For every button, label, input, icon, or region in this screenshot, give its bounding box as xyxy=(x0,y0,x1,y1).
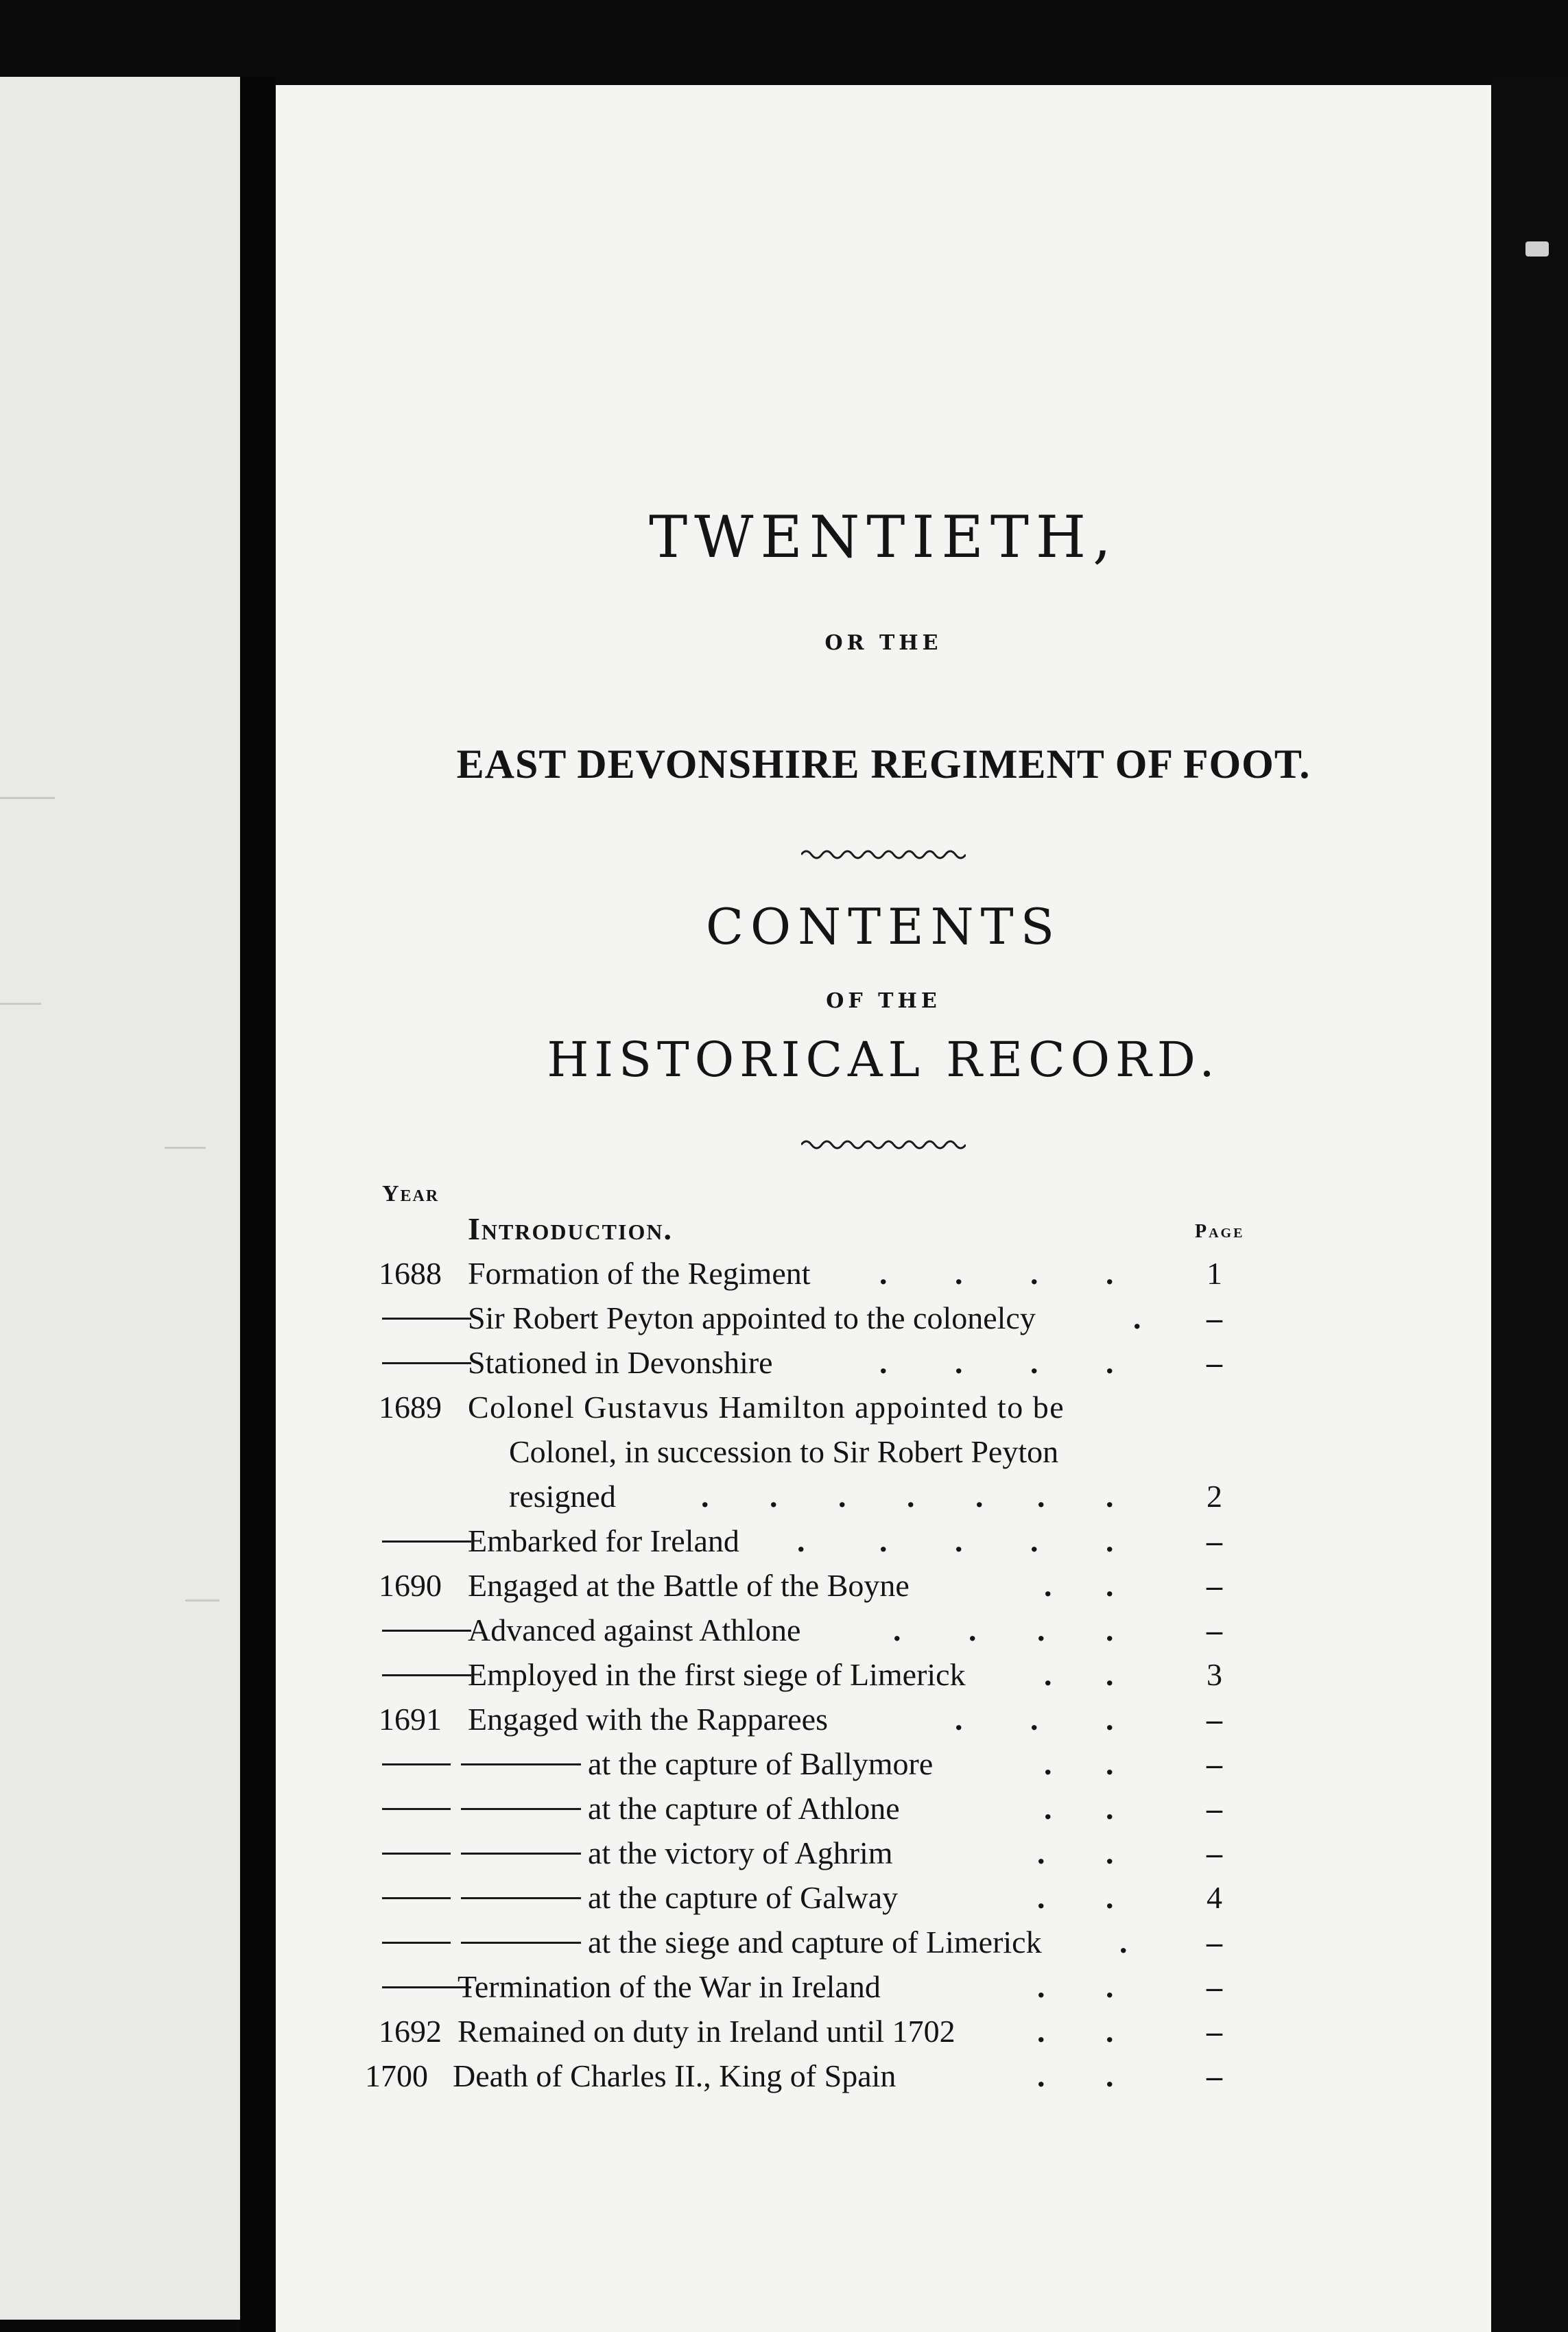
toc-page: – xyxy=(1207,1568,1222,1603)
toc-title: Stationed in Devonshire xyxy=(468,1345,773,1380)
toc-title: Sir Robert Peyton appointed to the colonelcy xyxy=(468,1300,1036,1335)
bleed-through-mark xyxy=(0,1003,41,1005)
toc-title: at the capture of Ballymore xyxy=(588,1746,934,1781)
toc-page: 2 xyxy=(1207,1479,1222,1514)
toc-title: resigned xyxy=(509,1479,616,1514)
toc-row xyxy=(276,2009,1491,2054)
toc-title: Employed in the first siege of Limerick xyxy=(468,1657,966,1692)
connector-text: OF THE xyxy=(826,989,941,1013)
leader-dots: . . xyxy=(1037,2058,1114,2093)
toc-page: – xyxy=(1207,1925,1222,1960)
toc-page: – xyxy=(1207,1969,1222,2004)
toc-year: 1692 xyxy=(379,2014,442,2049)
toc-year: 1688 xyxy=(379,1256,442,1291)
toc-title: Death of Charles II., King of Spain xyxy=(453,2058,896,2093)
toc-page: – xyxy=(1207,1791,1222,1826)
page-title: TWENTIETH, xyxy=(649,503,1118,571)
scan-top-border xyxy=(0,0,1568,82)
ornamental-rule xyxy=(276,1137,1491,1156)
page-column-header: Page xyxy=(1195,1221,1245,1242)
scanner-mark xyxy=(1525,241,1549,257)
toc-row xyxy=(276,1875,1491,1920)
toc-page: – xyxy=(1207,1702,1222,1737)
toc-page: – xyxy=(1207,1345,1222,1380)
toc-row xyxy=(276,1519,1491,1564)
toc-row xyxy=(276,1652,1491,1698)
leader-dots: . xyxy=(1133,1300,1141,1335)
leader-dots: . . xyxy=(1037,1880,1114,1915)
introduction-entry: Introduction. xyxy=(468,1211,673,1246)
toc-title: at the capture of Athlone xyxy=(588,1791,900,1826)
leader-dots: . . xyxy=(1037,2014,1114,2049)
toc-title: at the capture of Galway xyxy=(588,1880,899,1915)
toc-row xyxy=(276,1964,1491,2010)
toc-row xyxy=(276,1741,1491,1787)
toc-page: – xyxy=(1207,1523,1222,1558)
leader-dots: . . . . xyxy=(879,1345,1114,1380)
bleed-through-mark xyxy=(0,797,55,799)
toc-row xyxy=(276,1563,1491,1608)
toc-row xyxy=(276,1697,1491,1742)
toc-row xyxy=(276,1786,1491,1831)
leader-dots: . . xyxy=(1037,1969,1114,2004)
toc-row xyxy=(276,1608,1491,1653)
leader-dots: . xyxy=(1119,1925,1128,1960)
leader-dots: . . . xyxy=(955,1702,1114,1737)
toc-page: – xyxy=(1207,2014,1222,2049)
record-heading: HISTORICAL RECORD. xyxy=(547,1032,1220,1088)
contents-heading: CONTENTS xyxy=(705,898,1062,955)
year-column-header: Year xyxy=(382,1181,440,1206)
toc-title: Formation of the Regiment xyxy=(468,1256,811,1291)
toc-year: 1700 xyxy=(365,2058,428,2093)
regiment-name: EAST DEVONSHIRE REGIMENT OF FOOT. xyxy=(456,741,1311,787)
toc-title: Colonel, in succession to Sir Robert Peyton xyxy=(509,1434,1059,1469)
toc-row xyxy=(276,1296,1491,1341)
toc-title: Colonel Gustavus Hamilton appointed to be xyxy=(468,1390,1065,1425)
toc-page: – xyxy=(1207,2058,1222,2093)
toc-year: 1690 xyxy=(379,1568,442,1603)
toc-row xyxy=(276,1474,1491,1519)
book-gutter xyxy=(240,77,276,2332)
leader-dots: . . . . . . . xyxy=(701,1479,1114,1514)
bleed-through-mark xyxy=(165,1147,206,1149)
scan-right-border xyxy=(1491,77,1568,2332)
toc-page: – xyxy=(1207,1835,1222,1870)
toc-page: – xyxy=(1207,1613,1222,1647)
toc-row xyxy=(276,1429,1491,1475)
connector-text: OR THE xyxy=(824,631,942,655)
leader-dots: . . . . xyxy=(879,1256,1114,1291)
toc-row xyxy=(276,1385,1491,1430)
toc-page: 3 xyxy=(1207,1657,1222,1692)
leader-dots: . . xyxy=(1044,1657,1114,1692)
toc-title: Engaged at the Battle of the Boyne xyxy=(468,1568,910,1603)
leader-dots: . . . . . xyxy=(797,1523,1114,1558)
book-page xyxy=(276,85,1491,2332)
toc-title: Embarked for Ireland xyxy=(468,1523,739,1558)
toc-row xyxy=(276,1920,1491,1965)
leader-dots: . . xyxy=(1044,1746,1114,1781)
leader-dots: . . xyxy=(1037,1835,1114,1870)
bleed-through-mark xyxy=(185,1599,219,1602)
toc-title: Remained on duty in Ireland until 1702 xyxy=(458,2014,955,2049)
toc-page: – xyxy=(1207,1746,1222,1781)
toc-page: 1 xyxy=(1207,1256,1222,1291)
toc-year: 1691 xyxy=(379,1702,442,1737)
toc-row xyxy=(276,1831,1491,1876)
leader-dots: . . xyxy=(1044,1791,1114,1826)
ornamental-rule xyxy=(276,846,1491,866)
toc-year: 1689 xyxy=(379,1390,442,1425)
facing-page-fragment xyxy=(0,77,240,2320)
toc-row xyxy=(276,2054,1491,2099)
toc-title: Termination of the War in Ireland xyxy=(458,1969,881,2004)
toc-title: at the victory of Aghrim xyxy=(588,1835,893,1870)
leader-dots: . . xyxy=(1044,1568,1114,1603)
toc-title: at the siege and capture of Limerick xyxy=(588,1925,1042,1960)
toc-row xyxy=(276,1340,1491,1385)
toc-page: – xyxy=(1207,1300,1222,1335)
toc-row xyxy=(276,1251,1491,1296)
toc-page: 4 xyxy=(1207,1880,1222,1915)
leader-dots: . . . . xyxy=(893,1613,1114,1647)
toc-title: Engaged with the Rapparees xyxy=(468,1702,828,1737)
toc-title: Advanced against Athlone xyxy=(468,1613,801,1647)
